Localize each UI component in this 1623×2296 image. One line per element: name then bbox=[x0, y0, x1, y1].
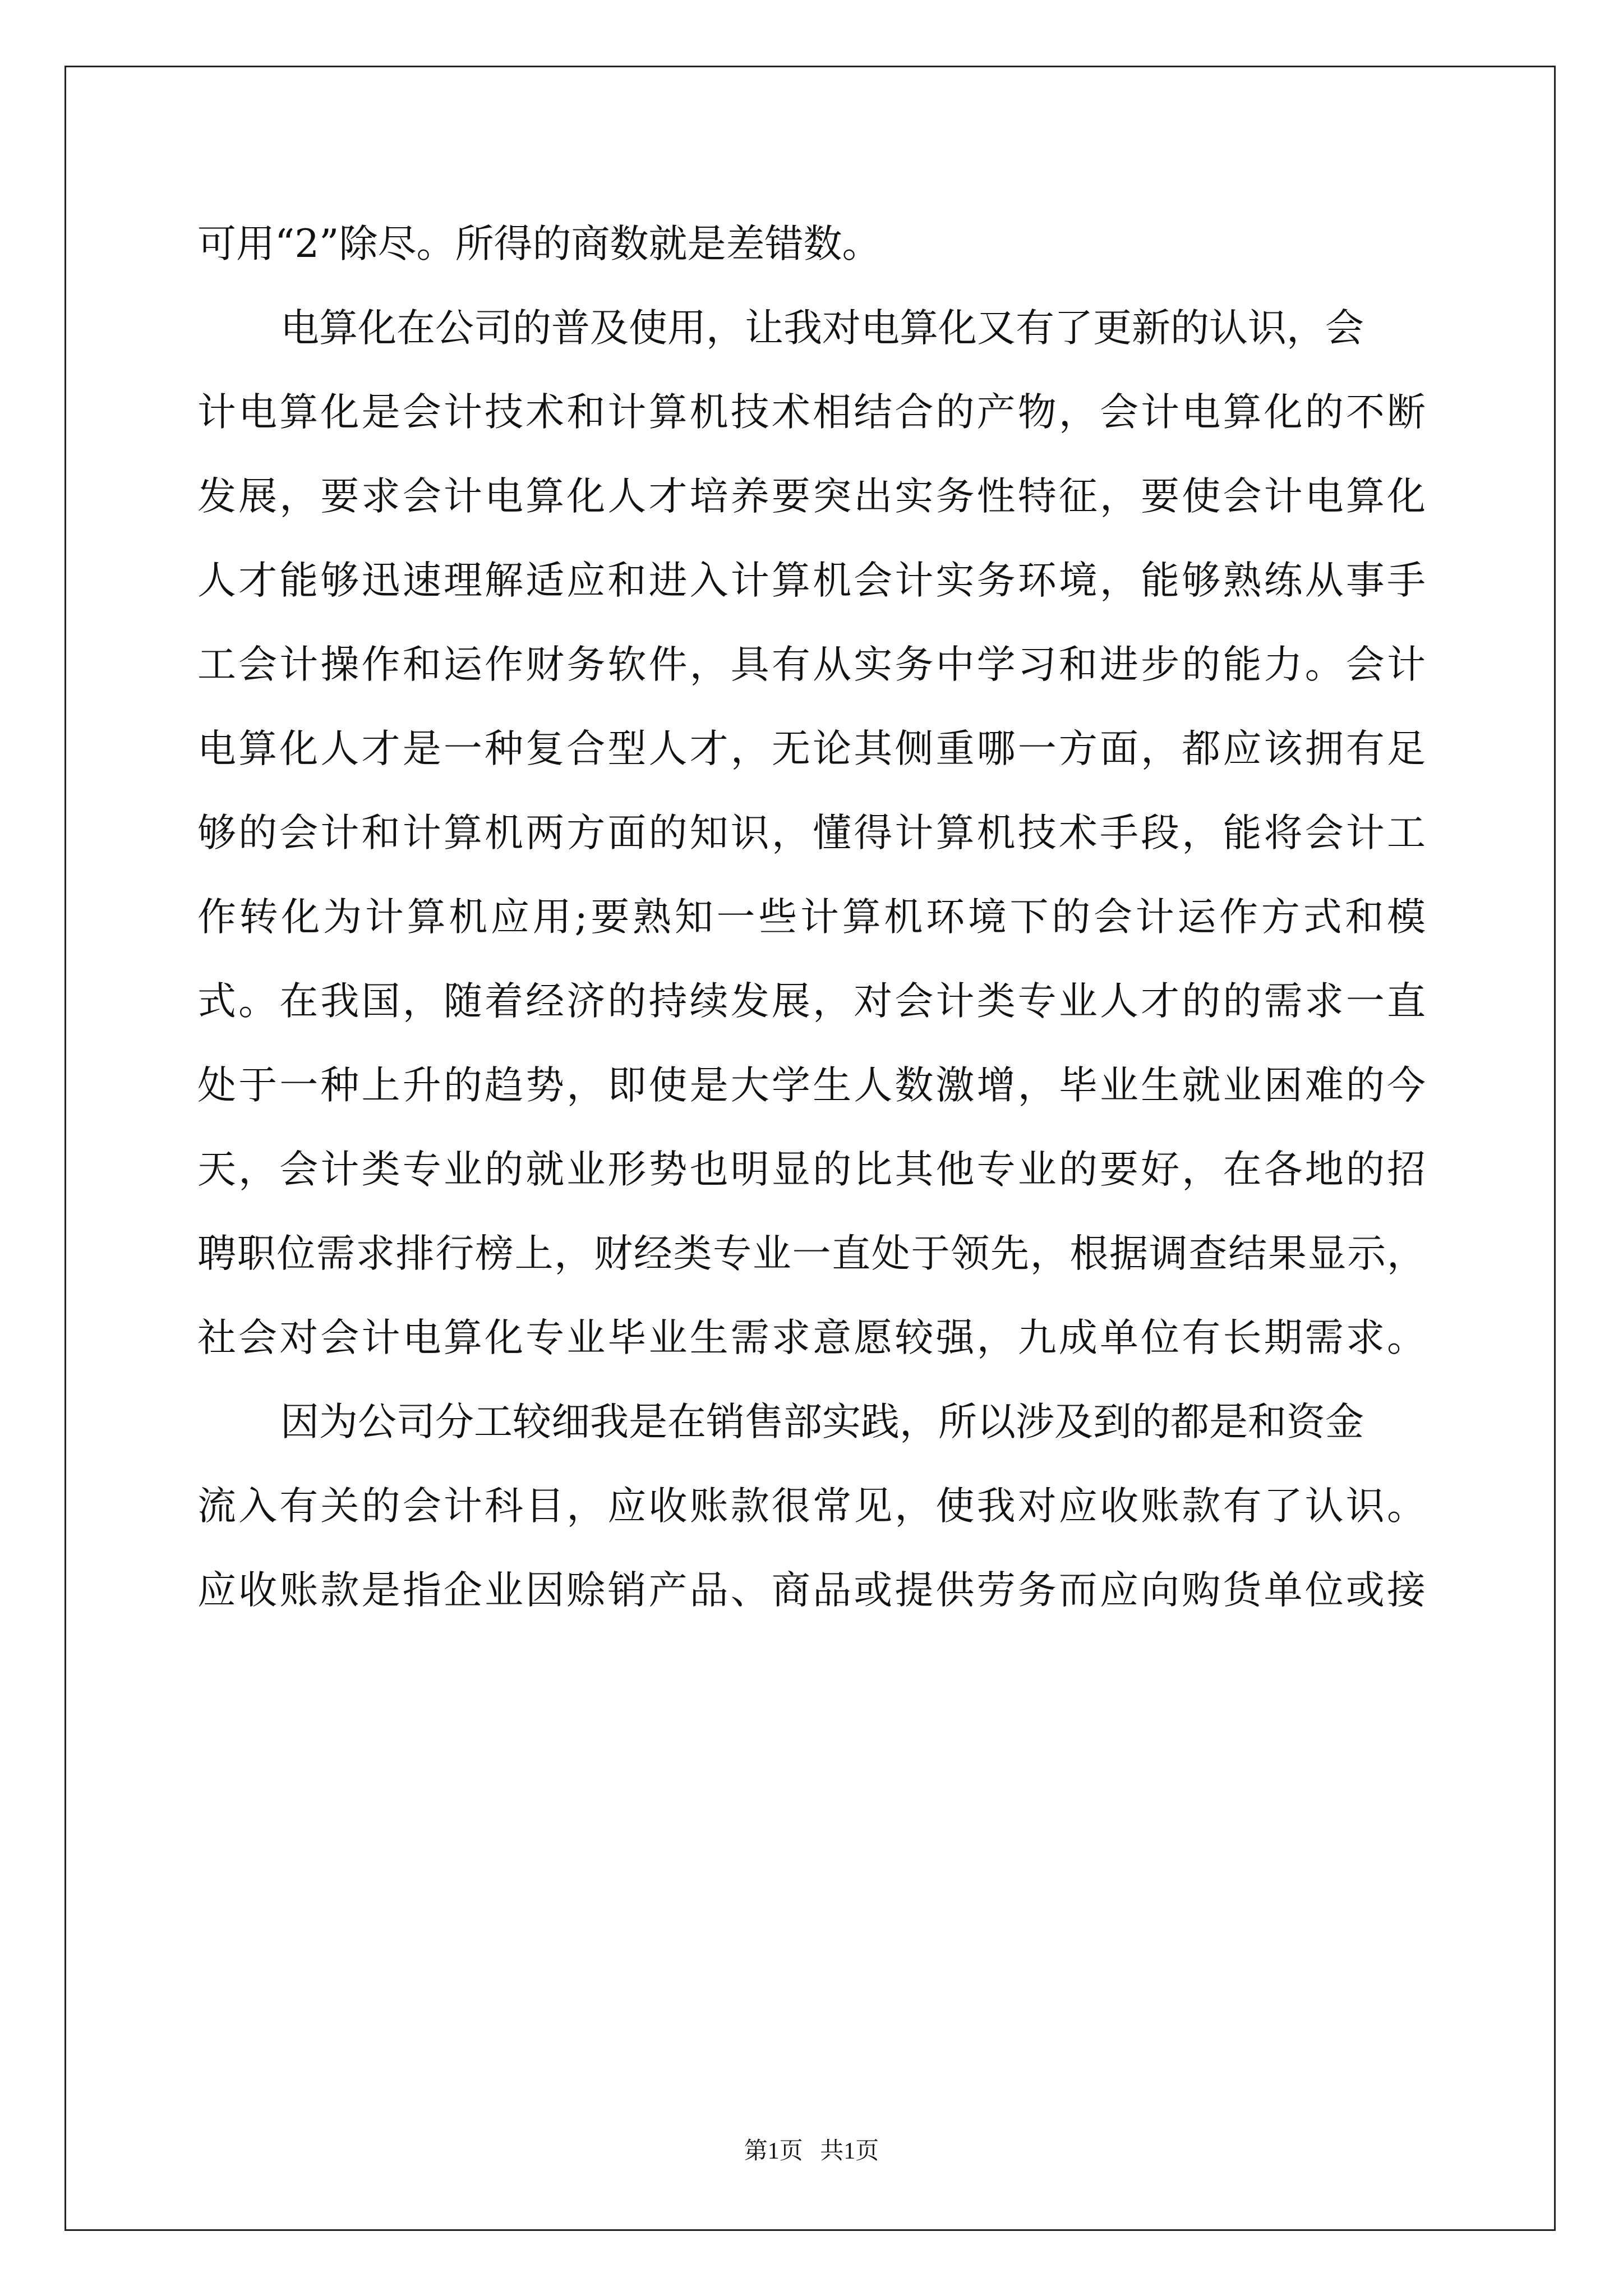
text-line-1: 可用“2”除尽。所得的商数就是差错数。 bbox=[197, 222, 881, 266]
text-line-7: 电算化人才是一种复合型人才，无论其侧重哪一方面，都应该拥有足 bbox=[197, 726, 1426, 771]
text-line-11: 处于一种上升的趋势，即使是大学生人数激增，毕业生就业困难的今 bbox=[197, 1063, 1426, 1108]
text-line-17: 应收账款是指企业因赊销产品、商品或提供劳务而应向购货单位或接 bbox=[197, 1568, 1426, 1613]
text-line-5: 人才能够迅速理解适应和进入计算机会计实务环境，能够熟练从事手 bbox=[197, 558, 1426, 603]
text-line-14: 社会对会计电算化专业毕业生需求意愿较强，九成单位有长期需求。 bbox=[197, 1315, 1426, 1360]
page-footer bbox=[0, 2134, 1623, 2168]
text-line-10: 式。在我国，随着经济的持续发展，对会计类专业人才的的需求一直 bbox=[197, 979, 1426, 1024]
text-line-8: 够的会计和计算机两方面的知识，懂得计算机技术手段，能将会计工 bbox=[197, 811, 1426, 855]
text-line-16: 流入有关的会计科目，应收账款很常见，使我对应收账款有了认识。 bbox=[197, 1484, 1426, 1529]
document-body bbox=[197, 202, 1426, 1632]
text-line-4: 发展，要求会计电算化人才培养要突出实务性特征，要使会计电算化 bbox=[197, 474, 1426, 519]
text-line-6: 工会计操作和运作财务软件，具有从实务中学习和进步的能力。会计 bbox=[197, 642, 1426, 687]
page-total: 共1页 bbox=[820, 2138, 879, 2164]
text-line-13: 聘职位需求排行榜上，财经类专业一直处于领先，根据调查结果显示， bbox=[197, 1231, 1426, 1276]
text-line-2: 电算化在公司的普及使用，让我对电算化又有了更新的认识，会 bbox=[280, 306, 1364, 351]
text-line-9: 作转化为计算机应用;要熟知一些计算机环境下的会计运作方式和模 bbox=[197, 895, 1426, 940]
text-line-15: 因为公司分工较细我是在销售部实践，所以涉及到的都是和资金 bbox=[280, 1400, 1364, 1444]
text-line-3: 计电算化是会计技术和计算机技术相结合的产物，会计电算化的不断 bbox=[197, 390, 1426, 435]
page-number: 第1页 bbox=[744, 2138, 803, 2164]
text-line-12: 天，会计类专业的就业形势也明显的比其他专业的要好，在各地的招 bbox=[197, 1147, 1426, 1192]
